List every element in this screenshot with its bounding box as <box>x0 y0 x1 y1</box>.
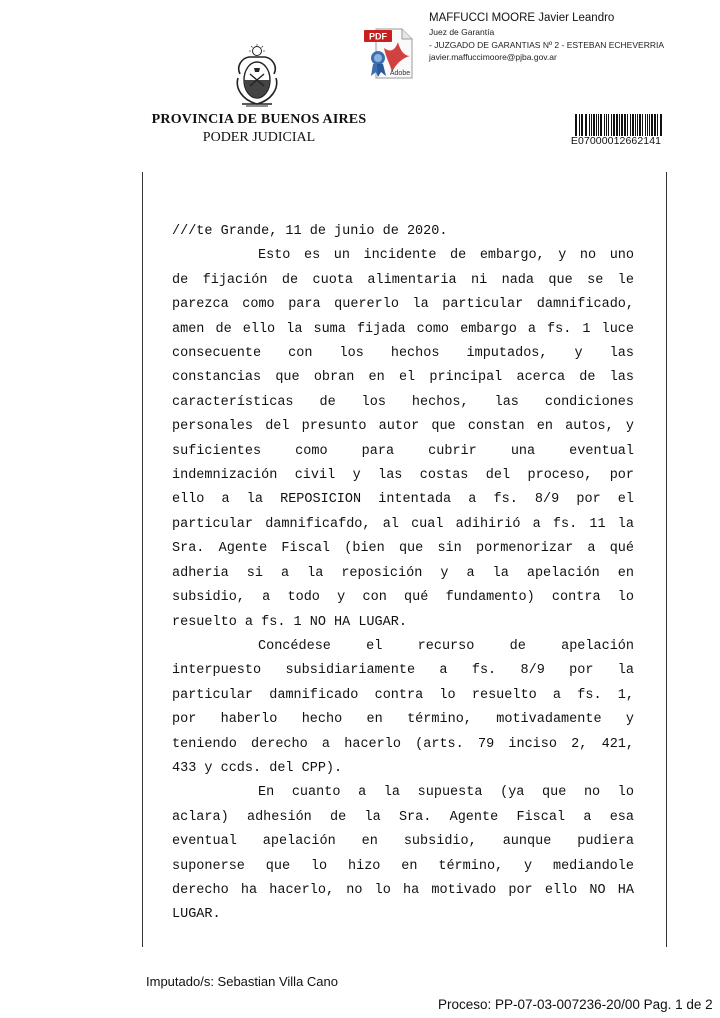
defendant-footer: Imputado/s: Sebastian Villa Cano <box>146 974 338 989</box>
text-line: particular damnificado contra lo resuelto a fs. 1, <box>172 687 634 703</box>
barcode-bar <box>627 114 628 136</box>
text-line: amen de ello la suma fijada como embargo a fs. 1 luce <box>172 321 634 337</box>
barcode-bar <box>645 114 646 136</box>
coat-of-arms-seal <box>232 44 282 108</box>
pdf-badge-label: PDF <box>369 31 387 42</box>
barcode-number: E07000012662141 <box>570 135 662 147</box>
text-line: 433 y ccds. del CPP). <box>172 760 343 776</box>
pdf-signature-icon <box>362 26 418 84</box>
text-line: Esto es un incidente de embargo, y no uno <box>258 248 634 264</box>
text-line: suponerse que lo hizo en término, y mediandole <box>172 858 634 874</box>
barcode-bar <box>632 114 634 136</box>
text-line: indemnización civil y las costas del proceso, por <box>172 468 634 484</box>
barcode-bar <box>589 114 590 136</box>
barcode-bar <box>616 114 618 136</box>
date-line: ///te Grande, 11 de junio de 2020. <box>172 224 448 239</box>
barcode-bar <box>639 114 641 136</box>
barcode-bar <box>624 114 626 136</box>
text-line: interpuesto subsidiariamente a fs. 8/9 por la <box>172 663 634 679</box>
text-line: resuelto a fs. 1 NO HA LUGAR. <box>172 614 407 630</box>
barcode-bar <box>642 114 643 136</box>
text-line: En cuanto a la supuesta (ya que no lo <box>258 785 634 801</box>
barcode-bar <box>585 114 587 136</box>
barcode-bar <box>660 114 662 136</box>
text-line: adheria si a la reposición y a la apelación en <box>172 565 634 581</box>
body-frame-left-rule <box>142 172 143 947</box>
text-line: LUGAR. <box>172 907 221 923</box>
barcode-bar <box>635 114 636 136</box>
text-line: características de los hechos, las condiciones <box>172 394 634 410</box>
text-line: teniendo derecho a hacerlo (arts. 79 inciso 2, 421, <box>172 736 634 752</box>
barcode-bar <box>596 114 597 136</box>
signer-court: - JUZGADO DE GARANTIAS Nº 2 - ESTEBAN ECHEVERRIA <box>429 39 665 50</box>
province-heading: PROVINCIA DE BUENOS AIRES <box>151 112 367 127</box>
signer-email: javier.maffuccimoore@pjba.gov.ar <box>429 52 557 62</box>
barcode-bar <box>575 114 577 136</box>
digital-signature-block <box>429 12 719 64</box>
text-line: consecuente con los hechos imputados, y las <box>172 346 634 362</box>
case-number-footer: Proceso: PP-07-03-007236-20/00 Pag. 1 de 2 <box>438 997 713 1012</box>
text-line: Concédese el recurso de apelación <box>258 638 634 654</box>
barcode-bar <box>637 114 638 136</box>
barcode-bar <box>604 114 605 136</box>
text-line: suficientes como para cubrir una eventual <box>172 443 634 459</box>
pdf-brand-label: Adobe <box>389 70 411 77</box>
barcode-bar <box>621 114 623 136</box>
text-line: particular damnificafdo, al cual adihirió a fs. 11 la <box>172 516 634 532</box>
barcode-bar <box>593 114 595 136</box>
text-line: constancias que obran en el principal acerca de las <box>172 370 634 386</box>
barcode-bar <box>591 114 592 136</box>
text-line: por haberlo hecho en término, motivadamente y <box>172 712 634 728</box>
text-line: parezca como para quererlo la particular damnificado, <box>172 297 634 313</box>
barcode-bar <box>613 114 615 136</box>
barcode-bar <box>647 114 648 136</box>
barcode-bar <box>606 114 607 136</box>
text-line: aclara) adhesión de la Sra. Agente Fiscal a esa <box>172 809 634 825</box>
text-line: ello a la REPOSICION intentada a fs. 8/9 por el <box>172 492 634 508</box>
barcode-bar <box>600 114 602 136</box>
barcode-bar <box>581 114 583 136</box>
text-line: de fijación de cuota alimentaria ni nada que se le <box>172 272 634 288</box>
text-line: subsidio, a todo y con qué fundamento) contra lo <box>172 590 634 606</box>
barcode <box>575 114 663 136</box>
signer-name: MAFFUCCI MOORE Javier Leandro <box>429 12 615 24</box>
text-line: derecho ha hacerlo, no lo ha motivado por ello NO HA <box>172 882 634 898</box>
barcode-bar <box>654 114 656 136</box>
barcode-bar <box>619 114 620 136</box>
text-line: personales del presunto autor que constan en autos, y <box>172 419 634 435</box>
resolution-body <box>172 220 634 928</box>
barcode-bar <box>657 114 658 136</box>
judicial-branch-heading: PODER JUDICIAL <box>202 130 316 145</box>
body-frame-right-rule <box>666 172 667 947</box>
barcode-bar <box>608 114 609 136</box>
barcode-bar <box>649 114 650 136</box>
barcode-bar <box>651 114 653 136</box>
signer-role: Juez de Garantía <box>429 27 495 37</box>
barcode-bar <box>598 114 599 136</box>
barcode-bar <box>579 114 580 136</box>
text-line: eventual apelación en subsidio, aunque pudiera <box>172 834 634 850</box>
text-line: Sra. Agente Fiscal (bien que sin pormenorizar a qué <box>172 541 634 557</box>
barcode-bar <box>611 114 612 136</box>
barcode-bar <box>630 114 631 136</box>
